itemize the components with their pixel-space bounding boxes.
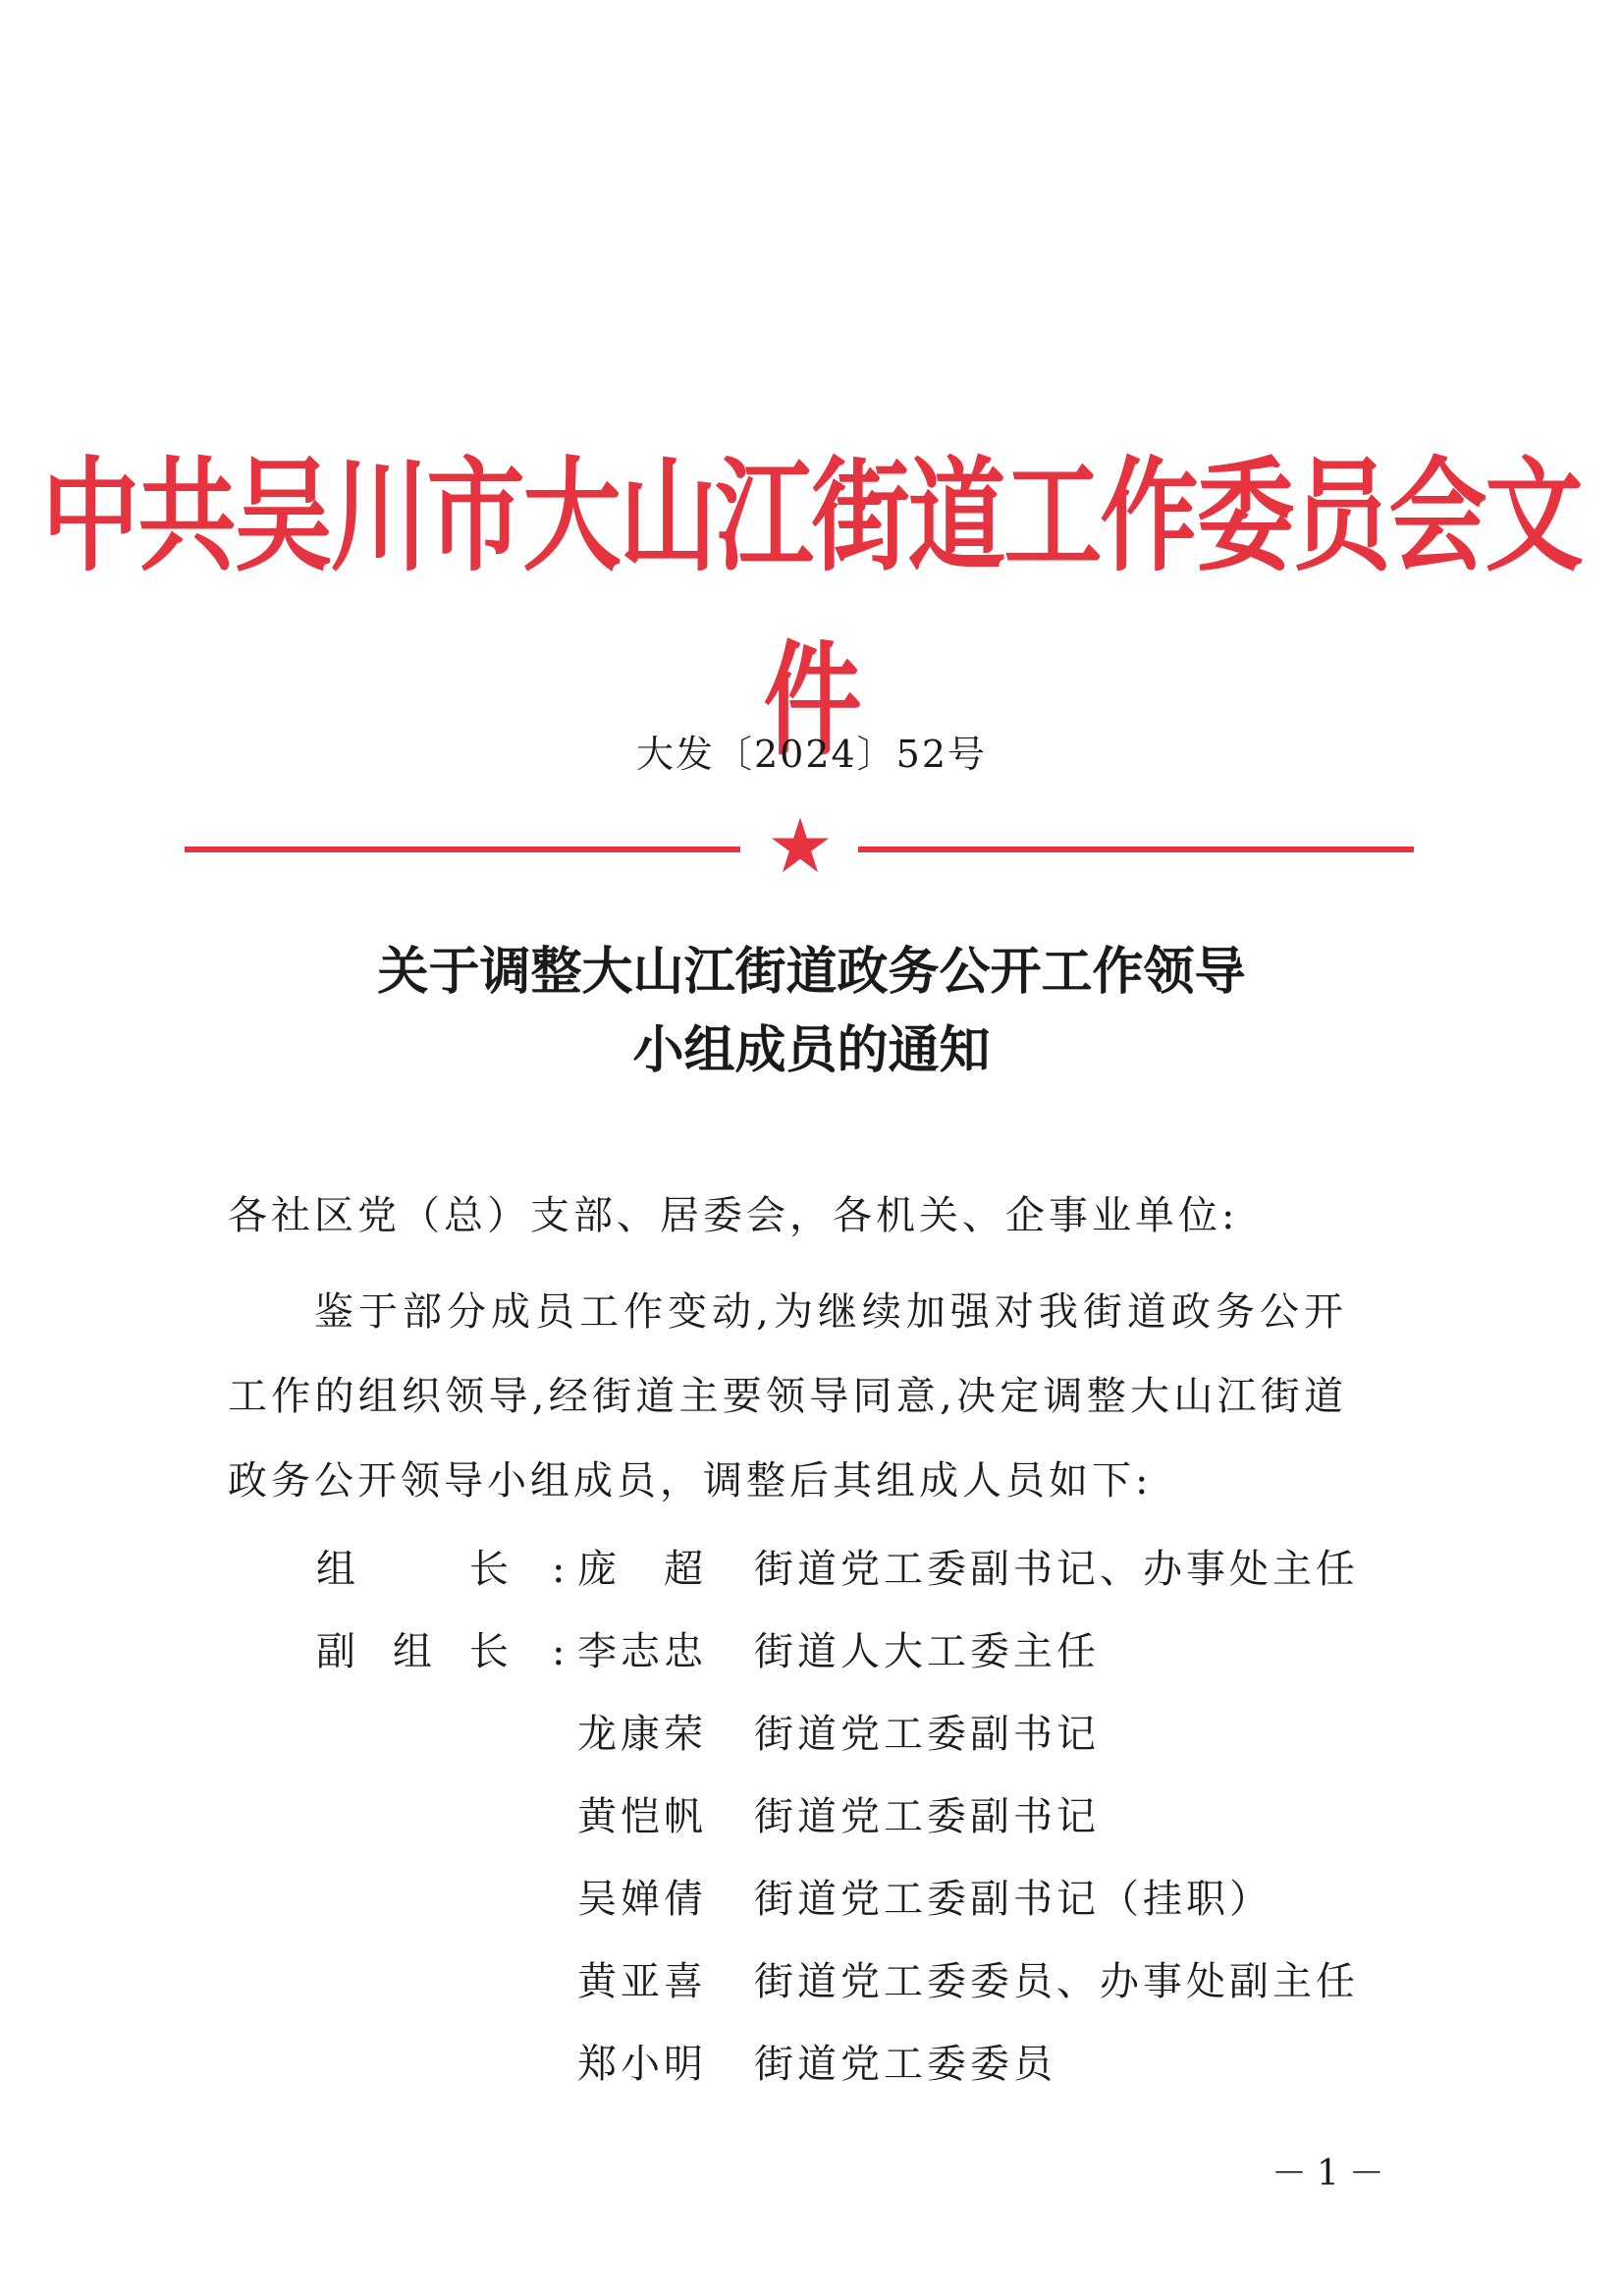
member-role-char: 副 (316, 1629, 359, 1674)
member-row (0, 1540, 1623, 1599)
member-row (0, 1787, 1623, 1846)
member-name: 郑小明 (577, 2042, 707, 2087)
member-role-colon: : (552, 1629, 569, 1674)
member-row (0, 1622, 1623, 1681)
title-line-1: 关于调整大山江街道政务公开工作领导 (377, 943, 1246, 1002)
member-name: 李志忠 (577, 1629, 707, 1674)
member-role-char: 组 (393, 1629, 436, 1674)
title-line-2: 小组成员的通知 (632, 1021, 991, 1080)
member-name: 吴婵倩 (577, 1877, 707, 1922)
issuer-header: 中共吴川市大山江街道工作委员会文件 (41, 444, 1582, 773)
member-role-char: 长 (469, 1547, 513, 1592)
salutation: 各社区党（总）支部、居委会，各机关、企事业单位: (228, 1193, 1239, 1238)
member-name: 黄恺帆 (577, 1794, 707, 1839)
member-post: 街道党工委副书记 (754, 1794, 1100, 1839)
member-post: 街道党工委委员 (754, 2042, 1056, 2087)
member-role (316, 1622, 542, 1681)
member-row (0, 1705, 1623, 1764)
member-role (316, 1540, 542, 1599)
member-row (0, 1870, 1623, 1929)
member-post: 街道党工委副书记 (754, 1712, 1100, 1757)
page-number: －1－ (1271, 2154, 1394, 2194)
member-role-char: 长 (469, 1629, 513, 1674)
member-role-colon: : (552, 1547, 569, 1592)
member-name: 庞 超 (577, 1547, 707, 1592)
document-title (0, 933, 1623, 1090)
member-row (0, 1952, 1623, 2011)
member-row (0, 2035, 1623, 2094)
red-rule-left (185, 847, 740, 852)
member-post: 街道人大工委主任 (754, 1629, 1100, 1674)
member-name: 龙康荣 (577, 1712, 707, 1757)
member-role-char: 组 (316, 1547, 359, 1592)
member-post: 街道党工委委员、办事处副主任 (754, 1959, 1359, 2004)
member-post: 街道党工委副书记、办事处主任 (754, 1547, 1359, 1592)
member-post: 街道党工委副书记（挂职） (754, 1877, 1272, 1922)
red-star-icon (770, 815, 831, 876)
body-paragraph: 鉴于部分成员工作变动,为继续加强对我街道政务公开工作的组织领导,经街道主要领导同意,决定调整大山江街道政务公开领导小组成员，调整后其组成人员如下: (228, 1289, 1347, 1503)
member-name: 黄亚喜 (577, 1959, 707, 2004)
document-number: 大发〔2024〕52号 (635, 733, 988, 776)
red-rule-right (858, 847, 1414, 852)
